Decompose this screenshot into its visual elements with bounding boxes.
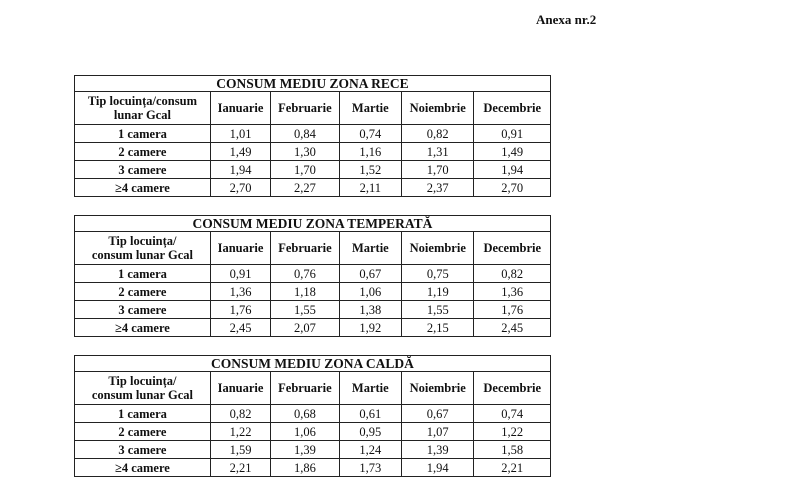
table-cell: 1,76 [210, 301, 270, 319]
table-row [75, 423, 551, 441]
table-cell: 0,68 [271, 405, 339, 423]
column-header: Ianuarie [210, 232, 270, 265]
column-header: Februarie [271, 92, 339, 125]
row-header-line1: Tip locuința/ [108, 234, 177, 248]
table-cell: 1,06 [339, 283, 401, 301]
table-cell: 0,67 [401, 405, 473, 423]
column-header: Decembrie [474, 232, 551, 265]
table-row [75, 143, 551, 161]
column-header: Noiembrie [401, 92, 473, 125]
table-row [75, 283, 551, 301]
table-cell: 1,18 [271, 283, 339, 301]
column-header: Noiembrie [402, 232, 474, 265]
table-row [75, 179, 551, 197]
row-header-line2: lunar Gcal [113, 108, 171, 122]
table-cell: 1,38 [339, 301, 401, 319]
table-cell: 1,76 [474, 301, 551, 319]
column-header: Noiembrie [401, 372, 473, 405]
table-cell: 1,16 [339, 143, 401, 161]
row-header-label [75, 92, 211, 125]
row-header-line2: consum lunar Gcal [91, 388, 193, 402]
table-cell: 1,49 [474, 143, 551, 161]
table-title: CONSUM MEDIU ZONA CALDĂ [75, 356, 551, 372]
table-cell: 1,49 [210, 143, 270, 161]
table-cell: 1,30 [271, 143, 339, 161]
table-cell: 1,31 [401, 143, 473, 161]
table-cell: 2,45 [474, 319, 551, 337]
row-label: 1 camera [75, 265, 211, 283]
table-cell: 1,58 [474, 441, 551, 459]
row-header-line2: consum lunar Gcal [91, 248, 193, 262]
table-zona-temperata [74, 215, 551, 337]
table-cell: 2,21 [474, 459, 551, 477]
column-header: Februarie [271, 232, 339, 265]
table-cell: 1,19 [402, 283, 474, 301]
annex-label: Anexa nr.2 [536, 12, 597, 27]
row-label: 2 camere [75, 283, 211, 301]
table-zona-calda [74, 355, 551, 477]
table-cell: 1,59 [210, 441, 270, 459]
table-cell: 1,94 [474, 161, 551, 179]
row-label: 2 camere [75, 143, 211, 161]
table-cell: 0,91 [210, 265, 270, 283]
table-cell: 2,21 [210, 459, 270, 477]
column-header: Martie [339, 372, 401, 405]
column-header: Martie [339, 92, 401, 125]
row-header-label [75, 232, 211, 265]
table-cell: 1,22 [474, 423, 551, 441]
table-cell: 0,95 [339, 423, 401, 441]
table-cell: 1,94 [401, 459, 473, 477]
table-cell: 1,73 [339, 459, 401, 477]
row-header-line1: Tip locuința/ [108, 374, 177, 388]
table-cell: 1,07 [401, 423, 473, 441]
row-label: ≥4 camere [75, 459, 211, 477]
table-cell: 1,24 [339, 441, 401, 459]
table-row [75, 125, 551, 143]
column-header: Decembrie [474, 92, 551, 125]
table-title: CONSUM MEDIU ZONA RECE [75, 76, 551, 92]
table-cell: 1,86 [271, 459, 339, 477]
table-row [75, 301, 551, 319]
table-cell: 1,55 [271, 301, 339, 319]
table-cell: 1,94 [210, 161, 270, 179]
table-cell: 1,52 [339, 161, 401, 179]
table-row [75, 161, 551, 179]
table-zona-rece [74, 75, 551, 197]
table-cell: 1,36 [210, 283, 270, 301]
row-label: ≥4 camere [75, 179, 211, 197]
table-row [75, 265, 551, 283]
table-cell: 0,75 [402, 265, 474, 283]
table-row [75, 405, 551, 423]
table-cell: 2,70 [210, 179, 270, 197]
table-cell: 2,07 [271, 319, 339, 337]
table-cell: 1,01 [210, 125, 270, 143]
column-header: Martie [339, 232, 401, 265]
row-label: 3 camere [75, 161, 211, 179]
column-header: Ianuarie [210, 372, 270, 405]
table-cell: 0,84 [271, 125, 339, 143]
table-row [75, 441, 551, 459]
row-label: 1 camera [75, 125, 211, 143]
table-cell: 1,22 [210, 423, 270, 441]
table-cell: 0,61 [339, 405, 401, 423]
table-cell: 0,82 [210, 405, 270, 423]
table-cell: 0,74 [339, 125, 401, 143]
table-cell: 0,91 [474, 125, 551, 143]
table-title: CONSUM MEDIU ZONA TEMPERATĂ [75, 216, 551, 232]
table-cell: 1,36 [474, 283, 551, 301]
table-cell: 0,67 [339, 265, 401, 283]
column-header: Decembrie [474, 372, 551, 405]
row-label: 3 camere [75, 301, 211, 319]
table-cell: 2,11 [339, 179, 401, 197]
table-cell: 0,82 [474, 265, 551, 283]
table-row [75, 319, 551, 337]
table-cell: 2,70 [474, 179, 551, 197]
column-header: Ianuarie [210, 92, 270, 125]
table-cell: 2,27 [271, 179, 339, 197]
table-cell: 1,70 [271, 161, 339, 179]
table-cell: 1,06 [271, 423, 339, 441]
table-cell: 0,76 [271, 265, 339, 283]
table-row [75, 459, 551, 477]
column-header: Februarie [271, 372, 339, 405]
row-label: ≥4 camere [75, 319, 211, 337]
row-header-label [75, 372, 211, 405]
table-cell: 1,39 [401, 441, 473, 459]
row-label: 2 camere [75, 423, 211, 441]
row-label: 1 camera [75, 405, 211, 423]
table-cell: 0,82 [401, 125, 473, 143]
table-cell: 1,70 [401, 161, 473, 179]
row-header-line1: Tip locuința/consum [87, 94, 197, 108]
row-label: 3 camere [75, 441, 211, 459]
table-cell: 0,74 [474, 405, 551, 423]
table-cell: 1,92 [339, 319, 401, 337]
table-cell: 1,55 [402, 301, 474, 319]
table-cell: 1,39 [271, 441, 339, 459]
table-cell: 2,37 [401, 179, 473, 197]
table-cell: 2,45 [210, 319, 270, 337]
table-cell: 2,15 [402, 319, 474, 337]
